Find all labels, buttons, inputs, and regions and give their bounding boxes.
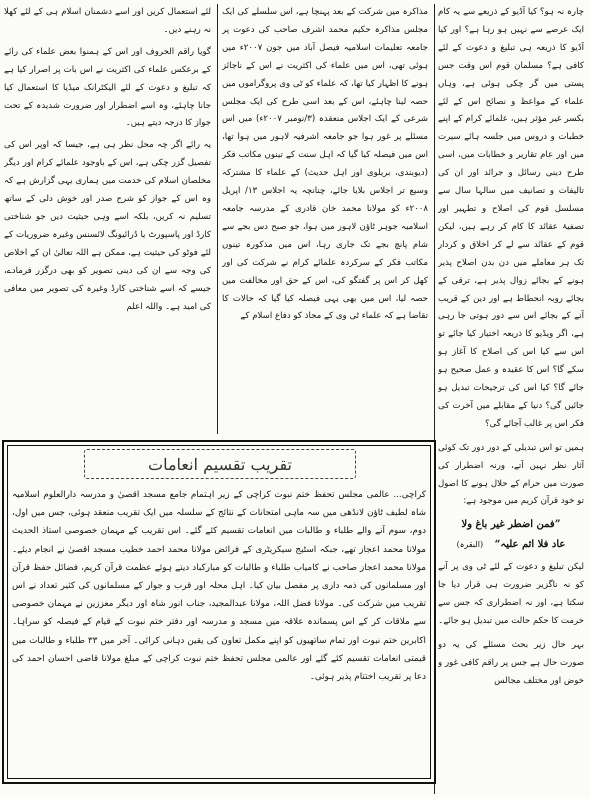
verse-line: ”فمن اضطر غیر باغ ولا: [461, 519, 561, 531]
column-divider: [217, 4, 218, 434]
column-right: [438, 4, 584, 794]
column-middle: [222, 4, 428, 434]
verse-reference: (البقرہ): [456, 540, 484, 550]
paragraph: لیکن تبلیغ و دعوت کے لئے ٹی وی پر آنے کو نہ ناگزیر ضرورت ہی قرار دیا جا سکتا ہے، اور نہ اضطراری کہ جس سے حرمت کا حکم حالت میں تبدیل ہو جائے۔: [438, 562, 584, 627]
quran-verse: [438, 515, 584, 555]
paragraph: بہر حال زیر بحث مسئلے کی یہ دو صورت حال ہے جس پر راقم کافی غور و خوض اور مختلف مجالس: [438, 640, 584, 686]
news-box-heading: تقریب تقسیم انعامات: [84, 449, 356, 479]
paragraph: ہمیں تو اس تبدیلی کے دور دور تک کوئی آثار نظر نہیں آتے، ورنہ اضطرار کی صورت میں حرام کے حلال ہونے کا اصول تو خود قرآن کریم میں موجود ہے:: [438, 442, 584, 507]
paragraph: گویا راقم الحروف اور اس کے ہمنوا بعض علماء کی رائے کے برعکس علماء کی اکثریت نے اس بات پر اصرار کیا ہے کہ تبلیغ و دعوت کے لئے الیکٹرانک میڈیا کا استعمال کیا جانا چاہئے، وہ اسے اضطرار اور ضرورت شدیدہ کے تحت جواز کا درجہ دیتے ہیں۔: [4, 46, 211, 129]
news-box-text: کراچی... عالمی مجلس تحفظ ختم نبوت کراچی کے زیر اہتمام جامع مسجد اقصیٰ و مدرسہ دارالعلوم اسلامیہ شاہ لطیف ٹاؤن لانڈھی میں سہ ماہی امتحانات کے نتائج کے سلسلہ میں ایک تقریب منعقد ہوئی، جس میں اول، دوم، سوم آنے والے طلباء و طالبات میں انعامات تقسیم کئے گئے۔ اس تقریب کے مہمان خصوصی استاذ الحدیث مولانا محمد اعجاز تھے، جبکہ اسٹیج سیکریٹری کے فرائض مولانا محمد احمد خطیب مسجد اقصیٰ نے انجام دیئے۔ مولانا محمد اعجاز صاحب نے کامیاب طلباء و طالبات کو مبارکباد دیتے ہوئے عظمت قرآن کریم، فضائل حفظ قرآن اور مسلمانوں کی ذمہ داری پر مفصل بیان کیا۔ اہل محلہ اور قرب و جوار کے مسلمانوں کی کثیر تعداد نے اس تقریب میں شرکت کی۔ مولانا فضل اللہ، مولانا عبدالمجید، جناب انور شاہ اور دیگر معززین نے مہمان خصوصی سے ملاقات کر کے اس پسماندہ علاقہ میں مسجد و مدرسہ اور دفتر ختم نبوت کے قیام کے فیصلہ کو سراہا۔ اکابرین ختم نبوت اور تمام ساتھیوں کو اپنے مکمل تعاون کی یقین دہانی کرائی۔ آخر میں ۳۳ طلباء و طالبات میں قیمتی انعامات تقسیم کئے گئے اور عالمی مجلس تحفظ ختم نبوت کراچی کے مبلغ مولانا قاضی احسان احمد کی دعا پر تقریب اختتام پذیر ہوئی۔: [12, 490, 426, 683]
paragraph: مذاکرہ میں شرکت کے بعد پہنچا ہے، اس سلسلے کی ایک مجلس مذاکرہ حکیم محمد اشرف صاحب کی دعوت پر جامعہ تعلیمات اسلامیہ فیصل آباد میں جون ۲۰۰۷ء میں ہوئی تھی، اس میں علماء کی اکثریت نے اس کے ناجائز ہونے کا اظہار کیا تھا، کہ علماء کو ٹی وی پروگراموں میں حصہ لینا چاہئے، اس کے بعد اسی طرح کی ایک مجلس شرعی کے ایک اجلاس منعقدہ (۳/نومبر ۲۰۰۷ء) میں اس مسئلے پر غور ہوا جو جامعہ اشرفیہ لاہور میں ہوا تھا، اس میں فیصلہ کیا گیا کہ اہل سنت کے تینوں مکاتب فکر (دیوبندی، بریلوی اور اہل حدیث) کے علماء کا مشترکہ وسیع تر اجلاس بلایا جائے، چنانچہ یہ اجلاس ۱۳/ اپریل ۲۰۰۸ء کو مولانا محمد خان قادری کے مدرسہ جامعہ اسلامیہ جوہر ٹاؤن لاہور میں ہوا، جو صبح دس بجے سے شام پانچ بجے تک جاری رہا، اس میں مذکورہ تینوں مکاتب فکر کے سرکردہ علمائے کرام نے شرکت کی اور کھل کر اس پر گفتگو کی، اس کے حق اور مخالفت میں حصہ لیا، اس میں بھی یہی فیصلہ کیا گیا کہ حالات کا تقاضا ہے کہ علماء ٹی وی کے محاذ کو دفاع اسلام کے: [222, 7, 428, 322]
news-box: [2, 440, 436, 784]
paragraph: لئے استعمال کریں اور اسے دشمنان اسلام ہی کے لئے کھلا نہ رہنے دیں۔: [4, 7, 211, 35]
paragraph: یہ رائے اگر چہ محل نظر ہی ہے، جیسا کہ اوپر اس کی تفصیل گزر چکی ہے، اس کے باوجود علمائے کرام اور دیگر مخلصان اسلام کی خدمت میں ہماری یہی گزارش ہے کہ وہ اس کے جواز کو شرح صدر اور خوش دلی کے ساتھ تسلیم نہ کریں، بلکہ اسے وہی حیثیت دیں جو شناختی کارڈ اور پاسپورٹ یا ڈرائیونگ لائسنس وغیرہ ضروریات کے لئے فوٹو کی حیثیت ہے، ممکن ہے اللہ تعالیٰ ان کے اخلاص کی وجہ سے ان کی دینی تصویر کو بھی درگزر فرمادے، جیسے کہ اسے شناختی کارڈ وغیرہ کی تصویر میں معافی کی امید ہے۔ واللہ اعلم: [4, 140, 211, 312]
paragraph: چارہ نہ ہو؟ کیا آڈیو کے ذریعے سے یہ کام ایک عرصے سے نہیں ہو رہا ہے؟ اور کیا آڈیو کا ذریعہ ہی تبلیغ و دعوت کے لئے کافی ہے؟ مسلمان قوم اس وقت جس پستی میں گر چکی ہوئی ہے، وہاں علماء کے مواعظ و نصائح اس کے لئے بکسر غیر مؤثر ہیں، علمائے کرام کے اپنے خطبات و دروس میں جلسہ ہائے سیرت میں اور عام تقاریر و خطابات میں، اسی طرح دینی رسائل و جرائد اور ان کی تالیفات و تصانیف میں سالہا سال سے مسلسل قوم کی اصلاح و تطہیر اور تصفیۂ عقائد کا کام کر رہے ہیں، لیکن قوم کے عقائد سے لے کر اخلاق و کردار تک ہر معاملے میں دن بدن اصلاح پذیر ہونے کے بجائے زوال پذیر ہے، ترقی کے بجائے روبہ انحطاط ہے اور دین کے قریب آنے کے بجائے اس سے دور ہوتی جا رہی ہے، اگر ویڈیو کا ذریعہ اختیار کیا جائے تو اس سے کیا اس کی اصلاح کا آغاز ہو سکے گا؟ اس کا عقیدہ و عمل صحیح ہو جائے گا؟ کیا اس کی ترجیحات تبدیل ہو جائیں گی؟ دنیا کے مقابلے میں آخرت کی فکر اس پر غالب آجائے گی؟: [438, 7, 584, 429]
verse-line: عاد فلا اثم علیہ“: [494, 539, 566, 551]
column-left: [4, 4, 211, 434]
